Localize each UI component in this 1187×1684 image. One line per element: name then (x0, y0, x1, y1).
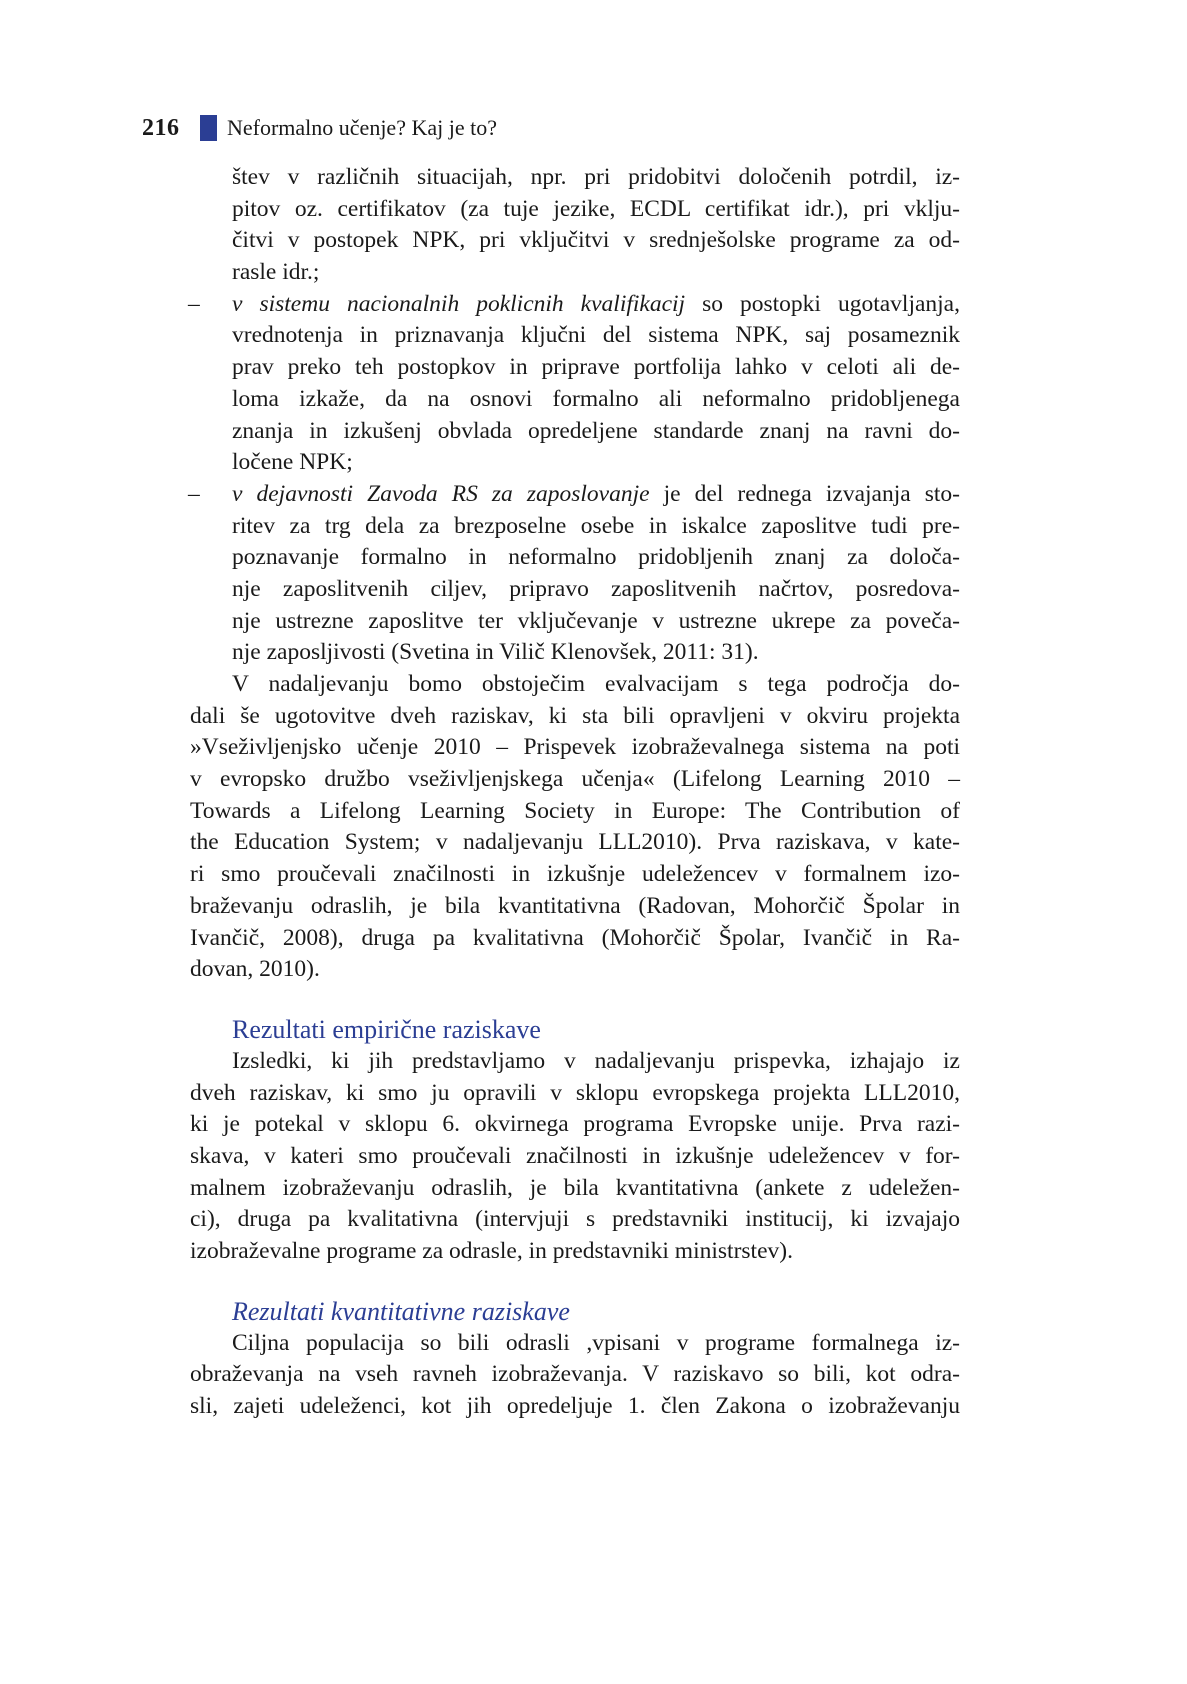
text-run: so postopki ugotavljanja, (685, 290, 960, 317)
text-line: skava, v kateri smo proučevali značilnosti in izkušnje udeležencev v for- (190, 1142, 960, 1169)
chapter-marker-square (200, 115, 217, 141)
italic-term: v dejavnosti Zavoda RS za zaposlovanje (232, 480, 650, 507)
italic-term: v sistemu nacionalnih poklicnih kvalifikacij (232, 290, 686, 317)
text-line: dveh raziskav, ki smo ju opravili v sklopu evropskega projekta LLL2010, (190, 1079, 960, 1106)
text-line: ritev za trg dela za brezposelne osebe in iskalce zaposlitve tudi pre- (232, 512, 960, 539)
text-line (232, 289, 960, 321)
text-line: »Vseživljenjsko učenje 2010 – Prispevek izobraževalnega sistema na poti (190, 734, 960, 761)
text-line: izobraževalne programe za odrasle, in predstavniki ministrstev). (190, 1238, 793, 1264)
list-item-zavod (190, 479, 960, 669)
text-line: Ciljna populacija so bili odrasli ,vpisani v programe formalnega iz- (232, 1329, 960, 1356)
list-dash: – (188, 480, 200, 507)
subsection-heading: Rezultati kvantitativne raziskave (232, 1296, 570, 1326)
text-line: Ivančič, 2008), druga pa kvalitativna (Mohorčič Špolar, Ivančič in Ra- (190, 924, 960, 951)
text-line: nje ustrezne zaposlitve ter vključevanje v ustrezne ukrepe za poveča- (232, 607, 960, 634)
text-line: the Education System; v nadaljevanju LLL2010). Prva raziskava, v kate- (190, 829, 960, 856)
page-number: 216 (142, 114, 180, 141)
list-dash: – (188, 290, 200, 317)
text-run: je del rednega izvajanja sto- (649, 480, 960, 507)
text-line: sli, zajeti udeleženci, kot jih opredeljuje 1. člen Zakona o izobraževanju (190, 1393, 960, 1420)
text-line: malnem izobraževanju odraslih, je bila kvantitativna (ankete z udeležen- (190, 1174, 960, 1201)
text-line: V nadaljevanju bomo obstoječim evalvacijam s tega področja do- (232, 671, 960, 697)
list-item-npk (190, 289, 960, 479)
text-line: Izsledki, ki jih predstavljamo v nadaljevanju prispevka, izhajajo iz (232, 1047, 960, 1074)
text-line: v evropsko družbo vseživljenjskega učenja« (Lifelong Learning 2010 – (190, 766, 960, 793)
text-line: prav preko teh postopkov in priprave portfolija lahko v celoti ali de- (232, 354, 960, 381)
text-line (232, 479, 960, 511)
list-item-continued (190, 162, 960, 289)
page-body (190, 162, 960, 1423)
text-line: ci), druga pa kvalitativna (intervjuji s predstavniki institucij, ki izvajajo (190, 1206, 960, 1233)
text-line: ri smo proučevali značilnosti in izkušnje udeležencev v formalnem izo- (190, 861, 960, 888)
text-line: ki je potekal v sklopu 6. okvirnega programa Evropske unije. Prva razi- (190, 1111, 960, 1138)
text-line: loma izkaže, da na osnovi formalno ali neformalno pridobljenega (232, 385, 960, 412)
text-line: obraževanja na vseh ravneh izobraževanja. V raziskavo so bili, kot odra- (190, 1361, 960, 1388)
text-line: pitov oz. certifikatov (za tuje jezike, ECDL certifikat idr.), pri vklju- (232, 195, 960, 222)
text-line: poznavanje formalno in neformalno pridobljenih znanj za določa- (232, 544, 960, 571)
text-line: štev v različnih situacijah, npr. pri pridobitvi določenih potrdil, iz- (232, 164, 960, 190)
text-line: braževanju odraslih, je bila kvantitativna (Radovan, Mohorčič Špolar in (190, 892, 960, 919)
running-title: Neformalno učenje? Kaj je to? (227, 115, 497, 140)
text-line: ločene NPK; (232, 449, 353, 476)
text-line: znanja in izkušenj obvlada opredeljene standarde znanj na ravni do- (232, 417, 960, 444)
paragraph-research-findings (190, 1046, 960, 1268)
paragraph-target-population (190, 1328, 960, 1423)
text-line: nje zaposljivosti (Svetina in Vilič Klenovšek, 2011: 31). (232, 639, 759, 666)
text-line: dali še ugotovitve dveh raziskav, ki sta bili opravljeni v okviru projekta (190, 702, 960, 729)
text-line: vrednotenja in priznavanja ključni del sistema NPK, saj posameznik (232, 322, 960, 349)
text-line: nje zaposlitvenih ciljev, pripravo zaposlitvenih načrtov, posredova- (232, 575, 960, 602)
paragraph-evaluations (190, 669, 960, 986)
text-line: Towards a Lifelong Learning Society in Europe: The Contribution of (190, 797, 960, 824)
section-heading: Rezultati empirične raziskave (232, 1014, 541, 1044)
text-line: dovan, 2010). (190, 956, 320, 983)
running-header (142, 112, 497, 144)
text-line: rasle idr.; (232, 259, 320, 286)
text-line: čitvi v postopek NPK, pri vključitvi v srednješolske programe za od- (232, 227, 960, 254)
